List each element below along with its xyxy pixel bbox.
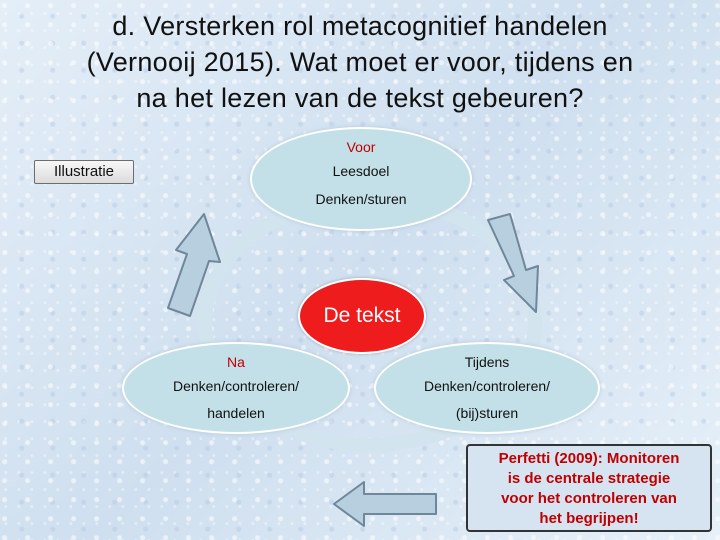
node-na xyxy=(122,342,350,434)
node-voor-line-2: Denken/sturen xyxy=(315,191,407,207)
title-line-2: (Vernooij 2015). Wat moet er voor, tijdens en xyxy=(86,47,634,77)
node-na-heading: Na xyxy=(227,354,245,370)
note-line-1: Perfetti (2009): Monitoren xyxy=(498,450,680,467)
arrow-left-icon xyxy=(330,478,440,530)
illustratie-button[interactable]: Illustratie xyxy=(34,160,134,184)
node-de-tekst: De tekst xyxy=(298,278,426,354)
node-tijdens-line-2: (bij)sturen xyxy=(455,405,519,421)
note-line-4: het begrijpen! xyxy=(539,510,639,527)
arrow-up-icon xyxy=(160,210,224,320)
title-line-3: na het lezen van de tekst gebeuren? xyxy=(136,83,584,113)
node-voor xyxy=(250,127,472,231)
node-tijdens-line-1: Denken/controleren/ xyxy=(423,378,551,394)
note-line-3: voor het controleren van xyxy=(501,490,677,507)
perfetti-note xyxy=(466,444,712,532)
node-voor-line-1: Leesdoel xyxy=(332,163,390,179)
arrow-down-icon xyxy=(480,208,552,318)
node-tijdens xyxy=(374,342,600,434)
node-na-line-2: handelen xyxy=(207,405,265,421)
node-voor-heading: Voor xyxy=(346,139,376,155)
slide-title xyxy=(0,8,720,116)
note-line-2: is de centrale strategie xyxy=(507,470,671,487)
node-tijdens-heading: Tijdens xyxy=(464,354,510,370)
node-na-line-1: Denken/controleren/ xyxy=(172,378,300,394)
title-line-1: d. Versterken rol metacognitief handelen xyxy=(112,11,608,41)
